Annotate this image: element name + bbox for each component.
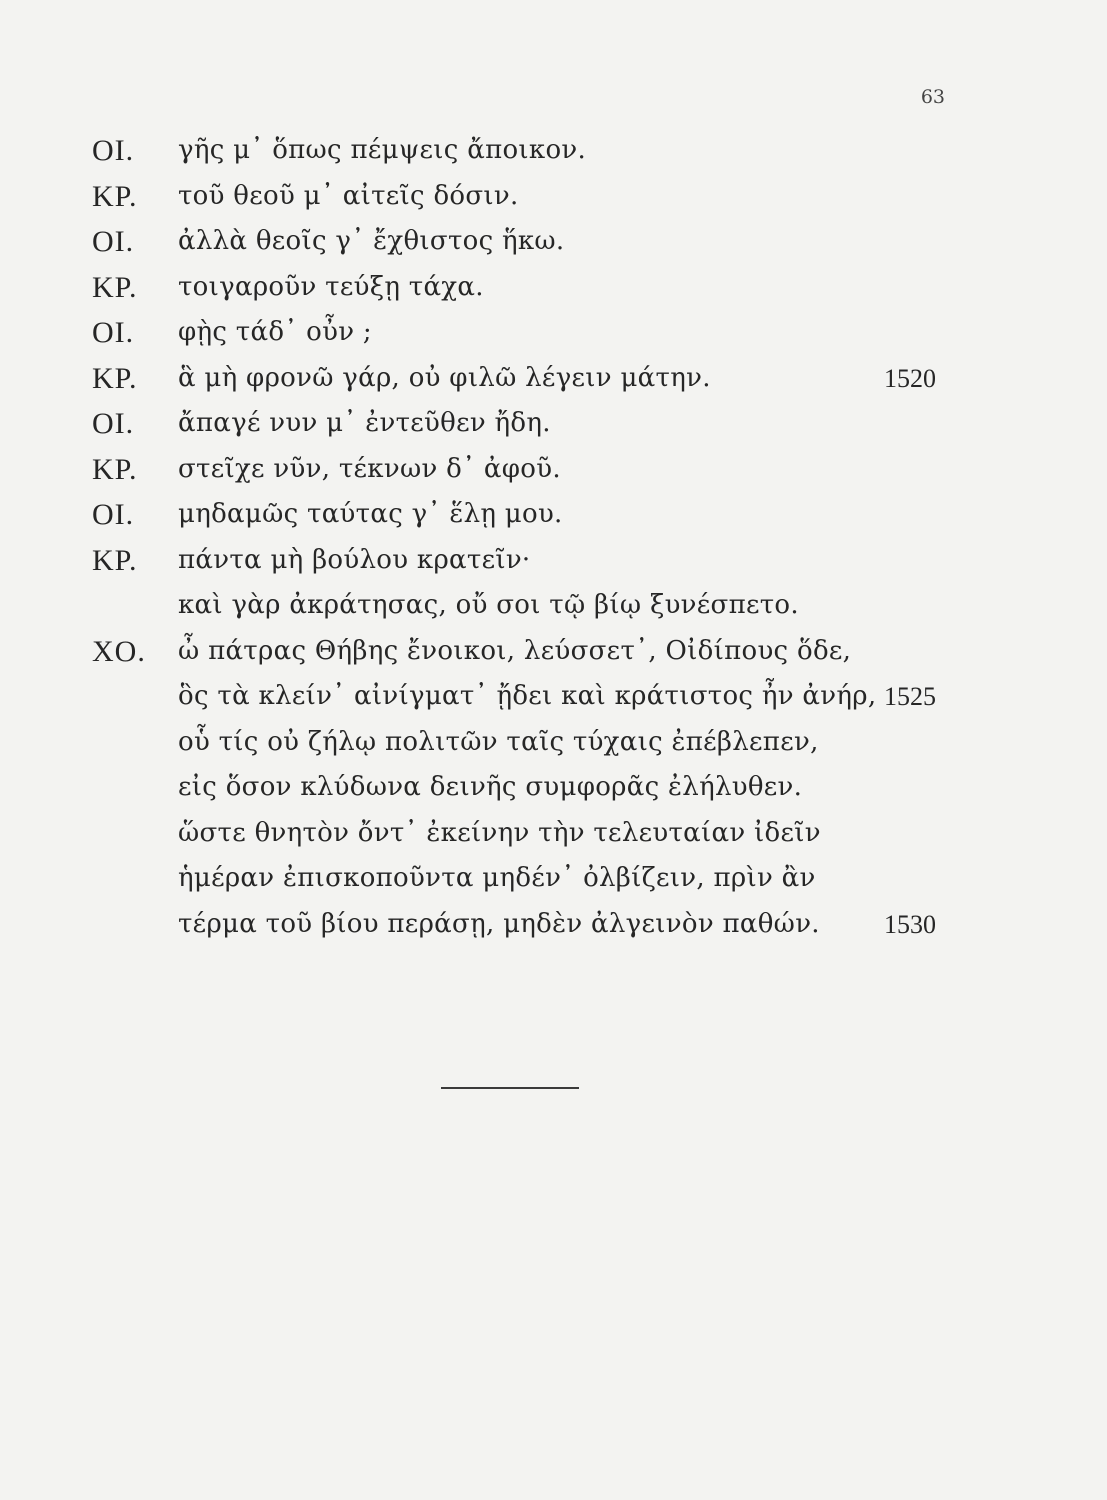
verse-text: τοιγαροῦν τεύξῃ τάχα. [178, 271, 484, 302]
verse-line [92, 720, 952, 766]
verse-text: εἰς ὅσον κλύδωνα δεινῆς συμφορᾶς ἐλήλυθεν. [178, 772, 803, 802]
verse-line [92, 310, 952, 356]
speaker-label: ΚΡ. [92, 452, 138, 486]
verse-text: ὃς τὰ κλείν᾽ αἰνίγματ᾽ ᾔδει καὶ κράτιστος ἦν ἀνήρ, [178, 681, 877, 711]
verse-text: ἡμέραν ἐπισκοποῦντα μηδέν᾽ ὀλβίζειν, πρὶν ἂν [178, 863, 816, 893]
verse-text: γῆς μ᾽ ὅπως πέμψεις ἄποικον. [178, 135, 587, 165]
verse-block [92, 128, 952, 947]
speaker-label: ΚΡ. [92, 543, 138, 577]
end-rule [441, 1087, 579, 1089]
verse-line [92, 674, 952, 720]
verse-line [92, 265, 952, 311]
verse-line [92, 447, 952, 493]
verse-text: ἀλλὰ θεοῖς γ᾽ ἔχθιστος ἥκω. [178, 226, 565, 256]
line-number: 1530 [884, 909, 936, 939]
verse-text: τοῦ θεοῦ μ᾽ αἰτεῖς δόσιν. [178, 180, 519, 211]
speaker-label: ΚΡ. [92, 270, 138, 304]
verse-text: πάντα μὴ βούλου κρατεῖν· [178, 544, 531, 575]
verse-text: στεῖχε νῦν, τέκνων δ᾽ ἀφοῦ. [178, 453, 561, 484]
verse-text: ἃ μὴ φρονῶ γάρ, οὐ φιλῶ λέγειν μάτην. [178, 362, 711, 393]
verse-line [92, 492, 952, 538]
speaker-label: ΟΙ. [92, 225, 135, 258]
speaker-label: ΟΙ. [92, 498, 135, 531]
verse-line [92, 356, 952, 402]
speaker-label: ΟΙ. [92, 407, 135, 440]
verse-line [92, 902, 952, 948]
verse-text: οὗ τίς οὐ ζήλῳ πολιτῶν ταῖς τύχαις ἐπέβλεπεν, [178, 726, 819, 757]
speaker-label: ΚΡ. [92, 361, 138, 395]
verse-line [92, 629, 952, 675]
speaker-label: ΧΟ. [92, 634, 146, 668]
verse-text: μηδαμῶς ταύτας γ᾽ ἕλῃ μου. [178, 499, 563, 529]
line-number: 1525 [884, 682, 936, 711]
verse-line [92, 128, 952, 174]
verse-text: ὦ πάτρας Θήβης ἔνοικοι, λεύσσετ᾽, Οἰδίπους ὅδε, [178, 635, 852, 666]
verse-line [92, 538, 952, 584]
verse-line [92, 219, 952, 265]
verse-line [92, 401, 952, 447]
speaker-label: ΚΡ. [92, 179, 138, 213]
line-number: 1520 [884, 363, 936, 393]
verse-line [92, 174, 952, 220]
verse-line [92, 811, 952, 857]
verse-text: τέρμα τοῦ βίου περάσῃ, μηδὲν ἀλγεινὸν παθών. [178, 908, 820, 939]
verse-text: καὶ γὰρ ἀκράτησας, οὔ σοι τῷ βίῳ ξυνέσπετο. [178, 590, 799, 620]
page-number: 63 [920, 86, 945, 108]
verse-line [92, 856, 952, 902]
verse-text: ἄπαγέ νυν μ᾽ ἐντεῦθεν ἤδη. [178, 408, 551, 438]
verse-text: ὥστε θνητὸν ὄντ᾽ ἐκείνην τὴν τελευταίαν ἰδεῖν [178, 817, 821, 848]
speaker-label: ΟΙ. [92, 316, 135, 349]
verse-text: φῂς τάδ᾽ οὖν ; [178, 317, 372, 347]
speaker-label: ΟΙ. [92, 134, 135, 167]
verse-line [92, 765, 952, 811]
verse-line [92, 583, 952, 629]
